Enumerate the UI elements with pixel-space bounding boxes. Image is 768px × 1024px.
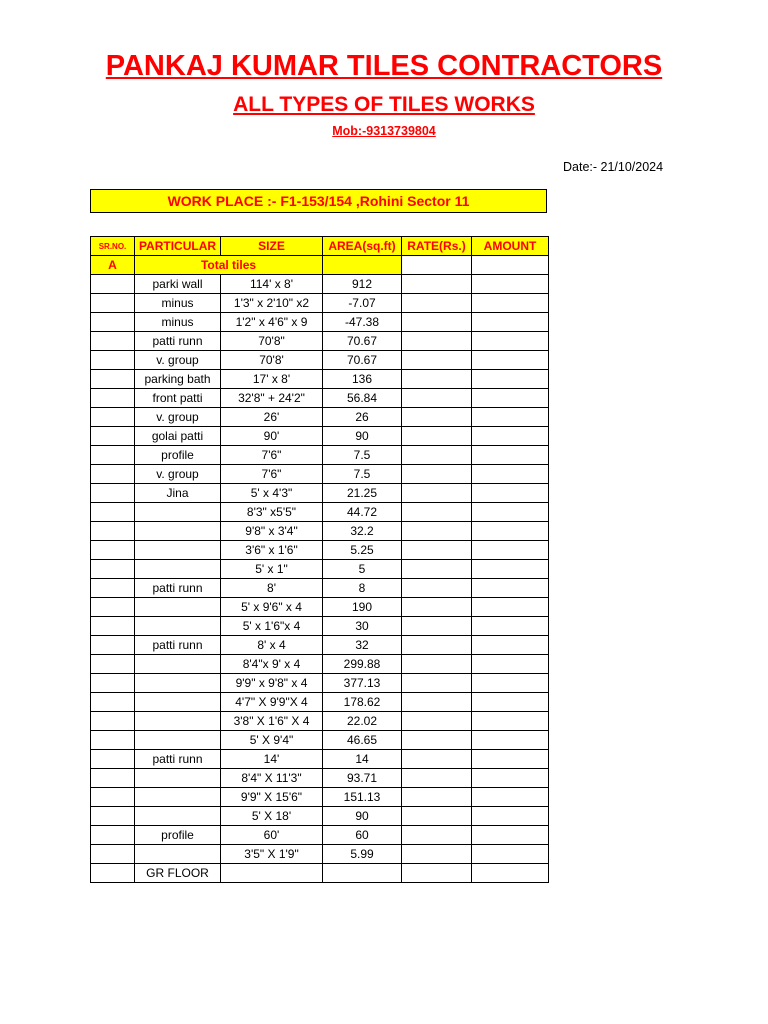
sr-no-cell <box>91 446 135 465</box>
area-cell: 93.71 <box>323 769 402 788</box>
area-cell: 5.99 <box>323 845 402 864</box>
particular-cell: front patti <box>135 389 221 408</box>
particular-cell: profile <box>135 446 221 465</box>
work-place-banner: WORK PLACE :- F1-153/154 ,Rohini Sector 11 <box>90 189 547 213</box>
particular-cell <box>135 598 221 617</box>
amount-cell <box>472 294 549 313</box>
rate-cell <box>402 408 472 427</box>
area-cell: 30 <box>323 617 402 636</box>
table-row <box>91 788 549 807</box>
size-cell: 32'8" + 24'2" <box>221 389 323 408</box>
area-cell: 32 <box>323 636 402 655</box>
table-row <box>91 617 549 636</box>
column-header-area: AREA(sq.ft) <box>323 237 402 256</box>
table-row <box>91 275 549 294</box>
area-cell <box>323 864 402 883</box>
particular-cell: minus <box>135 313 221 332</box>
size-cell: 5' x 1" <box>221 560 323 579</box>
particular-cell: minus <box>135 294 221 313</box>
table-row <box>91 427 549 446</box>
size-cell <box>221 864 323 883</box>
size-cell: 3'6" x 1'6" <box>221 541 323 560</box>
particular-cell: v. group <box>135 465 221 484</box>
area-cell: 7.5 <box>323 465 402 484</box>
column-header-rate: RATE(Rs.) <box>402 237 472 256</box>
area-cell: 70.67 <box>323 332 402 351</box>
area-cell: -47.38 <box>323 313 402 332</box>
particular-cell <box>135 560 221 579</box>
sr-no-cell <box>91 693 135 712</box>
area-cell: 299.88 <box>323 655 402 674</box>
table-row <box>91 636 549 655</box>
table-row <box>91 674 549 693</box>
size-cell: 9'9" x 9'8" x 4 <box>221 674 323 693</box>
sr-no-cell <box>91 655 135 674</box>
size-cell: 114' x 8' <box>221 275 323 294</box>
particular-cell: GR FLOOR <box>135 864 221 883</box>
particular-cell <box>135 693 221 712</box>
particular-cell <box>135 807 221 826</box>
particular-cell: golai patti <box>135 427 221 446</box>
size-cell: 3'5" X 1'9" <box>221 845 323 864</box>
amount-cell <box>472 503 549 522</box>
sr-no-cell <box>91 351 135 370</box>
sr-no-cell <box>91 313 135 332</box>
amount-cell <box>472 313 549 332</box>
rate-cell <box>402 693 472 712</box>
rate-cell <box>402 617 472 636</box>
table-row <box>91 294 549 313</box>
particular-cell <box>135 769 221 788</box>
amount-cell <box>472 332 549 351</box>
particular-cell <box>135 845 221 864</box>
size-cell: 14' <box>221 750 323 769</box>
sr-no-cell <box>91 503 135 522</box>
size-cell: 26' <box>221 408 323 427</box>
amount-cell <box>472 351 549 370</box>
area-cell: 26 <box>323 408 402 427</box>
sr-no-cell <box>91 522 135 541</box>
table-row <box>91 541 549 560</box>
area-cell: 32.2 <box>323 522 402 541</box>
table-row <box>91 845 549 864</box>
size-cell: 5' x 1'6"x 4 <box>221 617 323 636</box>
sr-no-cell <box>91 674 135 693</box>
sr-no-cell <box>91 807 135 826</box>
amount-cell <box>472 864 549 883</box>
size-cell: 17' x 8' <box>221 370 323 389</box>
area-cell: 136 <box>323 370 402 389</box>
rate-cell <box>402 712 472 731</box>
rate-cell <box>402 446 472 465</box>
particular-cell: v. group <box>135 408 221 427</box>
particular-cell: parki wall <box>135 275 221 294</box>
area-cell: 46.65 <box>323 731 402 750</box>
rate-cell <box>402 370 472 389</box>
particular-cell: patti runn <box>135 579 221 598</box>
area-cell: 377.13 <box>323 674 402 693</box>
particular-cell <box>135 712 221 731</box>
sr-no-cell <box>91 332 135 351</box>
area-cell: 44.72 <box>323 503 402 522</box>
column-header-particular: PARTICULAR <box>135 237 221 256</box>
section-rate-cell <box>402 256 472 275</box>
table-row <box>91 864 549 883</box>
rate-cell <box>402 484 472 503</box>
area-cell: 90 <box>323 807 402 826</box>
particular-cell: profile <box>135 826 221 845</box>
particular-cell <box>135 788 221 807</box>
amount-cell <box>472 370 549 389</box>
area-cell: 178.62 <box>323 693 402 712</box>
column-header-size: SIZE <box>221 237 323 256</box>
rate-cell <box>402 674 472 693</box>
area-cell: 5 <box>323 560 402 579</box>
rate-cell <box>402 522 472 541</box>
amount-cell <box>472 465 549 484</box>
rate-cell <box>402 826 472 845</box>
mobile-number: Mob:-9313739804 <box>332 124 436 138</box>
amount-cell <box>472 731 549 750</box>
amount-cell <box>472 655 549 674</box>
size-cell: 60' <box>221 826 323 845</box>
size-cell: 5' x 4'3" <box>221 484 323 503</box>
table-row <box>91 332 549 351</box>
size-cell: 8' <box>221 579 323 598</box>
particular-cell <box>135 503 221 522</box>
area-cell: 90 <box>323 427 402 446</box>
document-date: Date:- 21/10/2024 <box>563 160 664 174</box>
table-row <box>91 484 549 503</box>
size-cell: 8'4" X 11'3" <box>221 769 323 788</box>
tiles-measurement-table <box>90 236 549 883</box>
sr-no-cell <box>91 731 135 750</box>
sr-no-cell <box>91 845 135 864</box>
amount-cell <box>472 788 549 807</box>
amount-cell <box>472 845 549 864</box>
amount-cell <box>472 408 549 427</box>
amount-cell <box>472 598 549 617</box>
rate-cell <box>402 294 472 313</box>
amount-cell <box>472 750 549 769</box>
particular-cell: patti runn <box>135 750 221 769</box>
table-row <box>91 389 549 408</box>
amount-cell <box>472 427 549 446</box>
rate-cell <box>402 655 472 674</box>
amount-cell <box>472 826 549 845</box>
area-cell: -7.07 <box>323 294 402 313</box>
amount-cell <box>472 522 549 541</box>
size-cell: 8'4"x 9' x 4 <box>221 655 323 674</box>
size-cell: 90' <box>221 427 323 446</box>
table-row <box>91 712 549 731</box>
table-row <box>91 598 549 617</box>
size-cell: 9'9" X 15'6" <box>221 788 323 807</box>
section-title: Total tiles <box>135 256 323 275</box>
sr-no-cell <box>91 427 135 446</box>
sr-no-cell <box>91 579 135 598</box>
size-cell: 70'8' <box>221 351 323 370</box>
size-cell: 1'2" x 4'6" x 9 <box>221 313 323 332</box>
rate-cell <box>402 845 472 864</box>
sr-no-cell <box>91 294 135 313</box>
amount-cell <box>472 617 549 636</box>
particular-cell <box>135 674 221 693</box>
amount-cell <box>472 446 549 465</box>
size-cell: 8' x 4 <box>221 636 323 655</box>
section-id: A <box>91 256 135 275</box>
area-cell: 56.84 <box>323 389 402 408</box>
area-cell: 22.02 <box>323 712 402 731</box>
sr-no-cell <box>91 769 135 788</box>
table-row <box>91 522 549 541</box>
table-row <box>91 560 549 579</box>
sr-no-cell <box>91 275 135 294</box>
table-row <box>91 693 549 712</box>
table-row <box>91 465 549 484</box>
size-cell: 5' x 9'6" x 4 <box>221 598 323 617</box>
rate-cell <box>402 750 472 769</box>
company-name: PANKAJ KUMAR TILES CONTRACTORS <box>105 50 663 82</box>
rate-cell <box>402 351 472 370</box>
area-cell: 151.13 <box>323 788 402 807</box>
rate-cell <box>402 465 472 484</box>
sr-no-cell <box>91 826 135 845</box>
particular-cell: Jina <box>135 484 221 503</box>
sr-no-cell <box>91 712 135 731</box>
rate-cell <box>402 807 472 826</box>
table-row <box>91 750 549 769</box>
size-cell: 7'6" <box>221 465 323 484</box>
sr-no-cell <box>91 636 135 655</box>
area-cell: 70.67 <box>323 351 402 370</box>
size-cell: 70'8" <box>221 332 323 351</box>
particular-cell <box>135 617 221 636</box>
table-row <box>91 503 549 522</box>
amount-cell <box>472 693 549 712</box>
sr-no-cell <box>91 408 135 427</box>
size-cell: 4'7" X 9'9"X 4 <box>221 693 323 712</box>
rate-cell <box>402 332 472 351</box>
table-row <box>91 351 549 370</box>
size-cell: 5' X 9'4" <box>221 731 323 750</box>
table-row <box>91 655 549 674</box>
sr-no-cell <box>91 560 135 579</box>
table-row <box>91 313 549 332</box>
rate-cell <box>402 864 472 883</box>
rate-cell <box>402 389 472 408</box>
amount-cell <box>472 484 549 503</box>
size-cell: 1'3" x 2'10" x2 <box>221 294 323 313</box>
size-cell: 3'8" X 1'6" X 4 <box>221 712 323 731</box>
table-row <box>91 446 549 465</box>
area-cell: 60 <box>323 826 402 845</box>
table-row <box>91 807 549 826</box>
particular-cell <box>135 522 221 541</box>
sr-no-cell <box>91 617 135 636</box>
rate-cell <box>402 731 472 750</box>
amount-cell <box>472 541 549 560</box>
rate-cell <box>402 275 472 294</box>
size-cell: 7'6" <box>221 446 323 465</box>
rate-cell <box>402 598 472 617</box>
area-cell: 5.25 <box>323 541 402 560</box>
particular-cell: v. group <box>135 351 221 370</box>
sr-no-cell <box>91 598 135 617</box>
sr-no-cell <box>91 465 135 484</box>
amount-cell <box>472 674 549 693</box>
area-cell: 912 <box>323 275 402 294</box>
rate-cell <box>402 313 472 332</box>
rate-cell <box>402 427 472 446</box>
section-row <box>91 256 549 275</box>
rate-cell <box>402 560 472 579</box>
amount-cell <box>472 389 549 408</box>
size-cell: 5' X 18' <box>221 807 323 826</box>
area-cell: 190 <box>323 598 402 617</box>
rate-cell <box>402 541 472 560</box>
sr-no-cell <box>91 788 135 807</box>
particular-cell: parking bath <box>135 370 221 389</box>
sr-no-cell <box>91 541 135 560</box>
area-cell: 14 <box>323 750 402 769</box>
amount-cell <box>472 807 549 826</box>
amount-cell <box>472 560 549 579</box>
area-cell: 8 <box>323 579 402 598</box>
table-row <box>91 826 549 845</box>
size-cell: 8'3" x5'5" <box>221 503 323 522</box>
column-header-amount: AMOUNT <box>472 237 549 256</box>
amount-cell <box>472 579 549 598</box>
area-cell: 7.5 <box>323 446 402 465</box>
rate-cell <box>402 788 472 807</box>
rate-cell <box>402 503 472 522</box>
sr-no-cell <box>91 864 135 883</box>
amount-cell <box>472 769 549 788</box>
table-header-row <box>91 237 549 256</box>
particular-cell <box>135 541 221 560</box>
particular-cell: patti runn <box>135 332 221 351</box>
section-area-cell <box>323 256 402 275</box>
rate-cell <box>402 769 472 788</box>
company-tagline: ALL TYPES OF TILES WORKS <box>233 93 535 116</box>
sr-no-cell <box>91 484 135 503</box>
particular-cell <box>135 655 221 674</box>
section-amount-cell <box>472 256 549 275</box>
table-row <box>91 408 549 427</box>
table-row <box>91 370 549 389</box>
sr-no-cell <box>91 389 135 408</box>
amount-cell <box>472 636 549 655</box>
area-cell: 21.25 <box>323 484 402 503</box>
sr-no-cell <box>91 750 135 769</box>
rate-cell <box>402 636 472 655</box>
sr-no-cell <box>91 370 135 389</box>
amount-cell <box>472 275 549 294</box>
particular-cell: patti runn <box>135 636 221 655</box>
rate-cell <box>402 579 472 598</box>
size-cell: 9'8" x 3'4" <box>221 522 323 541</box>
table-row <box>91 769 549 788</box>
amount-cell <box>472 712 549 731</box>
table-row <box>91 579 549 598</box>
particular-cell <box>135 731 221 750</box>
table-row <box>91 731 549 750</box>
column-header-sr-no: SR.NO. <box>91 237 135 256</box>
